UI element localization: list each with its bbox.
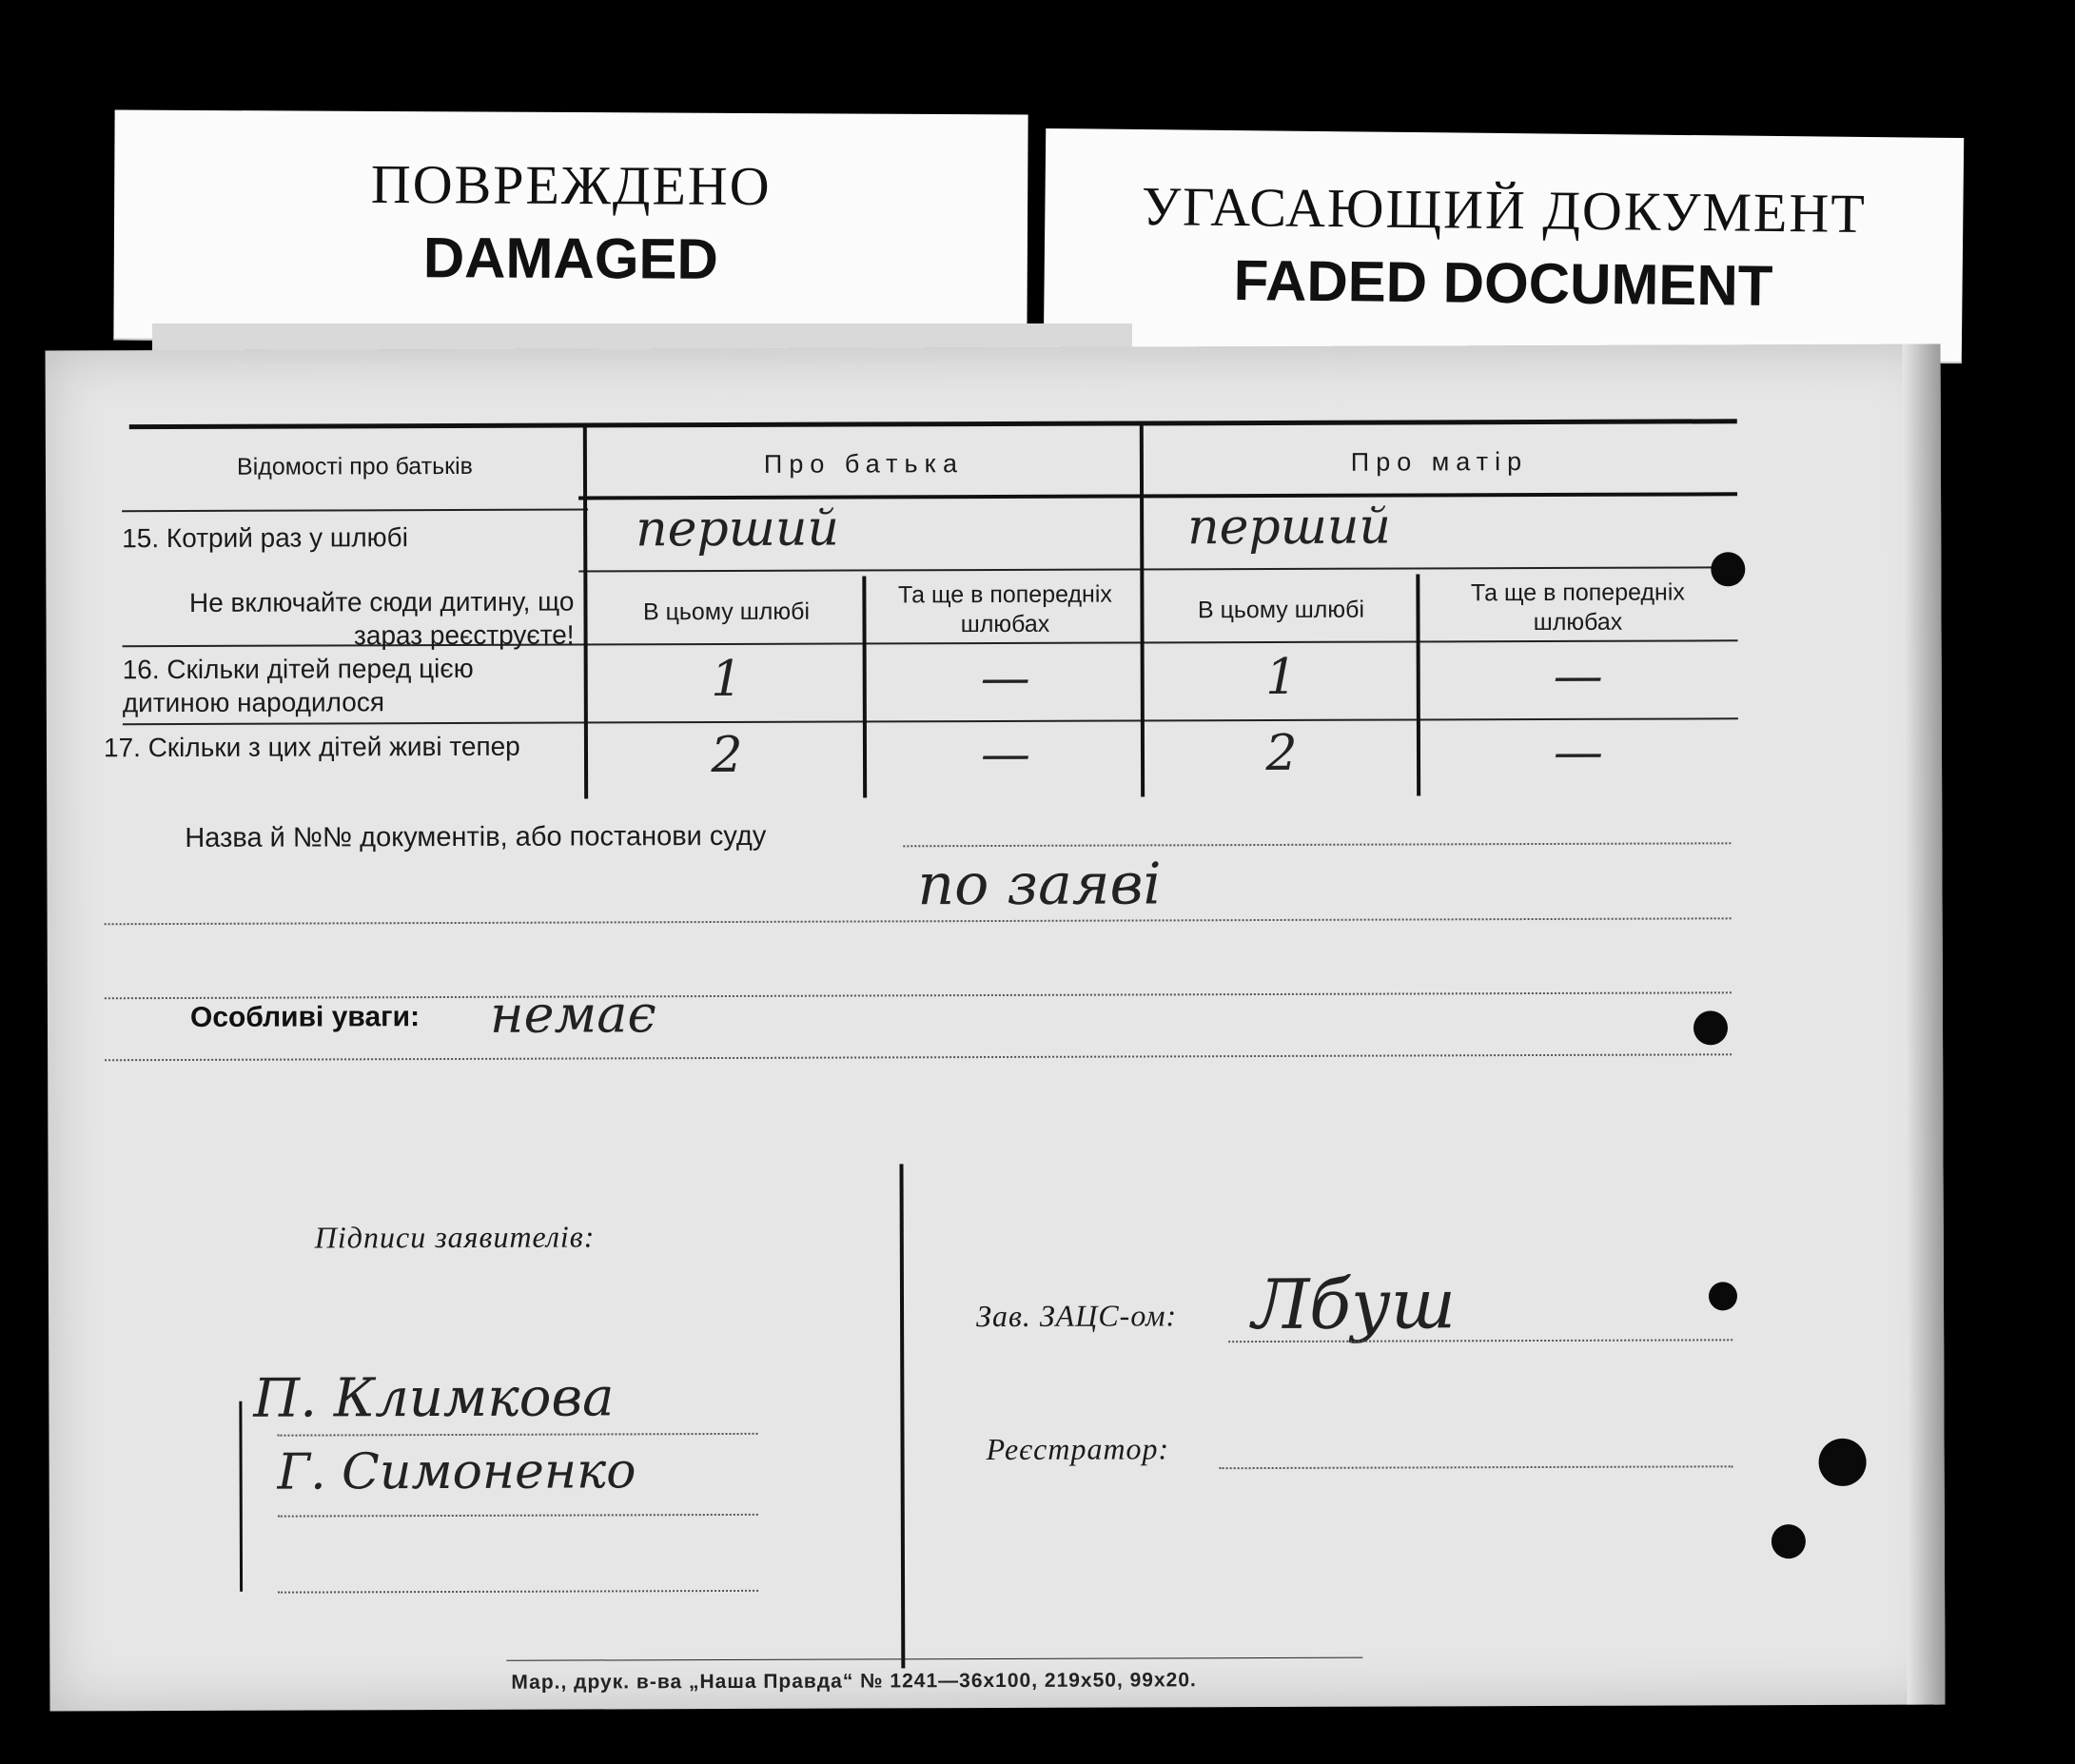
applicants-signatures-label: Підписи заявителів: [314, 1219, 596, 1255]
applicant1-line [277, 1433, 757, 1437]
applicant2-signature: Г. Симоненко [277, 1442, 636, 1501]
table-top-rule [129, 419, 1737, 429]
punch-hole [1819, 1439, 1867, 1486]
header-parents-info: Відомості про батьків [236, 452, 473, 480]
faded-label-en: FADED DOCUMENT [1233, 248, 1773, 318]
special-remarks-value: немає [489, 984, 656, 1045]
subheader-father-this-marriage: В цьому шлюбі [642, 598, 811, 626]
applicants-bracket [239, 1401, 243, 1592]
damaged-label-en: DAMAGED [422, 225, 719, 291]
row16-mother-this-value: 1 [1265, 648, 1298, 707]
col-divider-2 [1140, 421, 1145, 796]
col-divider-1 [583, 422, 588, 798]
documents-line-2 [105, 917, 1732, 925]
header-about-father: Про батька [763, 449, 965, 479]
documents-value: по заяві [917, 851, 1162, 919]
signature-divider [899, 1164, 905, 1668]
documents-label: Назва й №№ документів, або постанови суду [185, 820, 767, 853]
col-divider-mother-sub [1416, 574, 1420, 795]
punch-hole [1772, 1524, 1806, 1558]
row17-father-previous-value: — [980, 725, 1031, 784]
header-about-mother: Про матір [1350, 447, 1529, 477]
row15-label: 15. Котрий раз у шлюбі [122, 522, 408, 554]
punch-hole [1709, 1282, 1737, 1310]
row16-label: 16. Скільки дітей перед цією дитиною народилося [122, 653, 474, 718]
applicant3-line [278, 1590, 758, 1594]
subheader-father-previous: Та ще в попередніх шлюбах [897, 580, 1112, 638]
table-header-rule-left [122, 508, 588, 512]
row17-father-this-value: 2 [711, 726, 743, 785]
faded-document-label-card [1044, 128, 1964, 363]
subheader-mother-previous: Та ще в попередніх шлюбах [1470, 578, 1685, 637]
punch-hole [1693, 1010, 1728, 1045]
subheader-mother-this-marriage: В цьому шлюбі [1197, 596, 1365, 624]
documents-line-3 [105, 991, 1732, 999]
exclude-child-note: Не включайте сюди дитину, що зараз реєструєте! [188, 586, 575, 651]
zags-head-label: Зав. ЗАЦС-ом: [975, 1298, 1178, 1334]
printer-imprint: Мар., друк. в-ва „Наша Правда“ № 1241—36x100, 219x50, 99x20. [511, 1669, 1197, 1694]
table-header-rule [578, 492, 1737, 500]
row15-father-value: перший [636, 500, 840, 559]
row15-mother-value: перший [1187, 498, 1392, 557]
row17-mother-this-value: 2 [1265, 724, 1298, 783]
row16-father-this-value: 1 [711, 650, 743, 709]
applicant2-line [278, 1514, 758, 1518]
registrar-label: Реєстратор: [986, 1431, 1170, 1467]
documents-line-1 [903, 842, 1731, 847]
row15-rule [578, 566, 1737, 572]
remarks-line [105, 1053, 1732, 1061]
punch-hole [1711, 552, 1745, 586]
footer-rule [506, 1657, 1362, 1661]
row17-mother-previous-value: — [1553, 723, 1604, 781]
row16-father-previous-value: — [980, 649, 1030, 708]
faded-label-ru: УГАСАЮЩИЙ ДОКУМЕНТ [1141, 175, 1868, 245]
registration-form-sheet [46, 344, 1946, 1712]
damaged-label-ru: ПОВРЕЖДЕНО [370, 152, 772, 218]
col-divider-father-sub [862, 576, 867, 797]
row17-label: 17. Скільки з цих дітей живі тепер [103, 731, 520, 763]
applicant1-signature: П. Климкова [253, 1366, 615, 1430]
damaged-label-card [113, 109, 1028, 344]
registrar-line [1220, 1465, 1733, 1469]
row16-mother-previous-value: — [1553, 647, 1603, 705]
special-remarks-label: Особливі уваги: [189, 1001, 421, 1033]
sheet-right-edge-shadow [1902, 344, 1945, 1705]
zags-head-signature: Лбуш [1251, 1264, 1457, 1345]
